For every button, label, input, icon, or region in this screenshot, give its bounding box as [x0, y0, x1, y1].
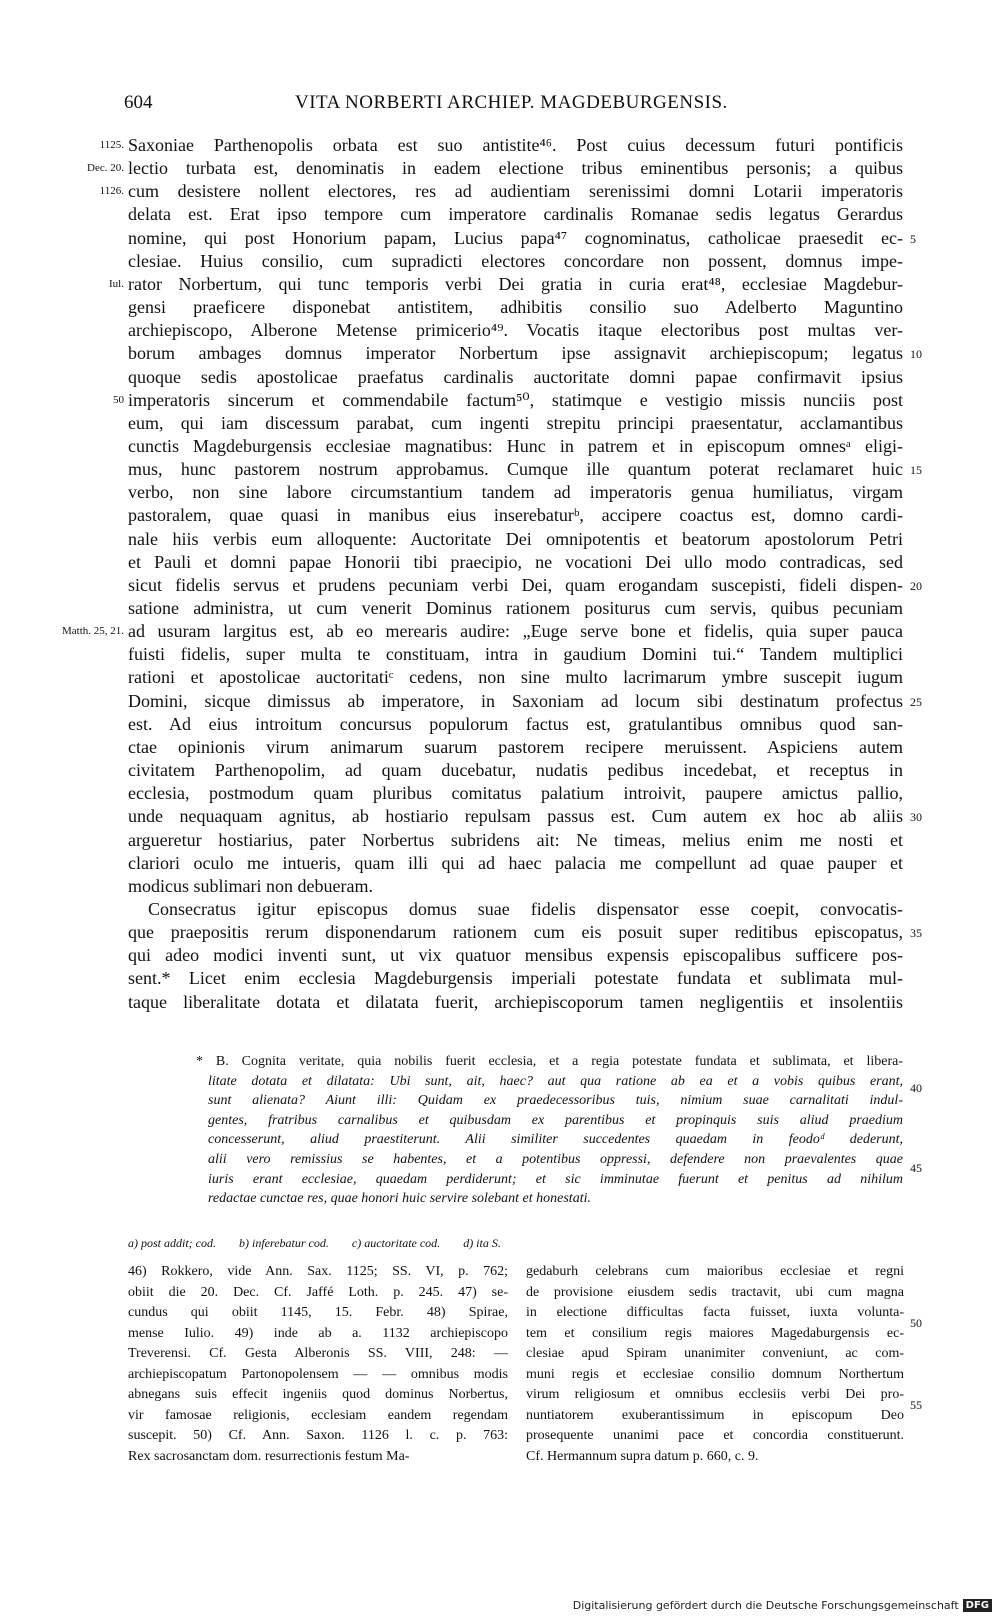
footnote-line: de provisione eiusdem sedis tractavit, ubi cum magna: [526, 1284, 904, 1300]
footnote-line: muni regis et ecclesiae consilio domnum Northertum: [526, 1366, 904, 1382]
funding-text: Digitalisierung gefördert durch die Deutsche Forschungsgemeinschaft: [572, 1599, 959, 1612]
note-line: * B. Cognita veritate, quia nobilis fuerit ecclesia, et a regia potestate fundata et sublimata, et libera-: [196, 1054, 903, 1069]
text-line: pastoralem, quae quasi in manibus eius inserebaturᵇ, accipere coactus est, domno cardi-: [128, 505, 903, 525]
margin-note: 1125.: [99, 139, 124, 151]
footnote-line: nuntiatorem exuberantissimum in episcopum Deo: [526, 1407, 904, 1423]
text-line: clariori oculo me intueris, quam illi qui ad haec palacia me compellunt ad quae pauper et: [128, 853, 903, 873]
variant-b: b) inferebatur cod.: [239, 1236, 329, 1250]
text-line: cum desistere nollent electores, res ad audientiam serenissimi domni Lotarii imperatoris: [128, 181, 903, 201]
text-line: borum ambages domnus imperator Norbertum ipse assignavit archiepiscopum; legatus: [128, 343, 903, 363]
footnotes-left-column: [128, 1262, 508, 1467]
text-line: que praepositis rerum disponendarum rationem cum eis posuit super reditibus episcopatus,: [128, 922, 903, 942]
footnote-line: vir famosae religionis, ecclesiam eandem regendam: [128, 1407, 508, 1423]
footnote-line: gedaburh celebrans cum maioribus ecclesiae et regni: [526, 1264, 904, 1279]
footnote-line: cundus qui obiit 1145, 15. Febr. 48) Spirae,: [128, 1305, 508, 1320]
text-line: verbo, non sine labore circumstantium tandem ad imperatoris genua humiliatus, virgam: [128, 482, 903, 502]
text-line: fuisti fidelis, super multa te constituam, intra in gaudium Domini tui.“ Tandem multiplici: [128, 644, 903, 664]
text-line: quoque sedis apostolicae praefatus cardinalis auctoritate domni papae confirmavit ipsius: [128, 367, 903, 387]
note-line: litate dotata et dilatata: Ubi sunt, ait, haec? aut qua ratione ab ea et a vobis quibus erant,: [208, 1074, 903, 1089]
footnote-line: mense Iulio. 49) inde ab a. 1132 archiepiscopo: [128, 1325, 508, 1341]
line-number: 25: [910, 695, 922, 709]
line-number: 5: [910, 232, 916, 246]
text-line: mus, hunc pastorem nostrum approbamus. Cumque ille quantum poterat reclamaret huic: [128, 459, 903, 479]
line-number: 30: [910, 810, 922, 824]
variant-a: a) post addit; cod.: [128, 1236, 216, 1250]
page-header: [0, 92, 1000, 122]
margin-note: 1126.: [99, 185, 124, 197]
footnote-line: in electione difficultas facta fuisset, iuxta volunta-: [526, 1305, 904, 1320]
variant-c: c) auctoritate cod.: [351, 1236, 441, 1250]
text-line: civitatem Parthenopolim, ad quam ducebatur, nudatis pedibus incedebat, et receptus in: [128, 760, 903, 780]
line-number: 50: [910, 1316, 922, 1330]
margin-note: Matth. 25, 21.: [61, 625, 124, 637]
line-number: 45: [910, 1161, 922, 1175]
footnote-line: obiit die 20. Dec. Cf. Jaffé Loth. p. 245. 47) se-: [128, 1284, 508, 1300]
footnote-line: Cf. Hermannum supra datum p. 660, c. 9.: [526, 1448, 759, 1464]
text-line: delata est. Erat ipso tempore cum imperatore cardinalis Romanae sedis legatus Gerardus: [128, 204, 903, 224]
footnote-line: Treverensi. Cf. Gesta Alberonis SS. VIII, 248: —: [128, 1346, 508, 1361]
running-title: VITA NORBERTI ARCHIEP. MAGDEBURGENSIS.: [295, 92, 728, 113]
text-line: rator Norbertum, qui tunc temporis verbi Dei gratia in curia erat⁴⁸, ecclesiae Magdebur-: [128, 274, 903, 294]
line-number: 15: [910, 463, 922, 477]
text-line: Saxoniae Parthenopolis orbata est suo antistite⁴⁶. Post cuius decessum futuri pontificis: [128, 135, 903, 155]
text-line: unde nequaquam agnitus, ab hostiario repulsam passus est. Cum autem ex hoc ab aliis: [128, 806, 903, 826]
text-line: taque liberalitate dotata et dilatata fuerit, archiepiscoporum tamen negligentiis et insolentiis: [128, 992, 903, 1012]
margin-note: Iul.: [109, 278, 124, 290]
line-number: 20: [910, 579, 922, 593]
text-line: rationi et apostolicae auctoritatiᶜ cedens, non sine multo lacrimarum ymbre suscepit iugum: [128, 667, 903, 687]
text-line: modicus sublimari non debueram.: [128, 876, 373, 896]
text-line: archiepiscopo, Alberone Metense primicerio⁴⁹. Vocatis itaque electoribus post multas ver-: [128, 320, 903, 340]
text-line: lectio turbata est, denominatis in eadem electione tribus eminentibus personis; a quibus: [128, 158, 903, 178]
text-line: est. Ad eius introitum concursus populorum factus est, gratulantibus omnibus quod san-: [128, 714, 903, 734]
text-line: ad usuram largitus est, ab eo merearis audire: „Euge serve bone et fidelis, quia super pauca: [128, 621, 903, 641]
note-line: redactae cunctae res, quae honori huic servire solebant et honestati.: [208, 1191, 591, 1206]
text-line: satione administra, ut cum venerit Dominus rationem positurus cum servis, quibus pecuniam: [128, 598, 903, 618]
page-number: 604: [124, 92, 153, 113]
footnote-line: 46) Rokkero, vide Ann. Sax. 1125; SS. VI, p. 762;: [128, 1264, 508, 1279]
text-line: Consecratus igitur episcopus domus suae fidelis dispensator esse coepit, convocatis-: [148, 899, 903, 919]
note-line: sunt alienata? Aiunt illi: Quidam ex praedecessoribus tuis, nimium suae carnalitati indul-: [208, 1093, 903, 1108]
dfg-logo-icon: DFG: [963, 1599, 992, 1612]
footnotes-right-column: [526, 1262, 904, 1467]
note-line: gentes, fratribus carnalibus et quibusdam ex parentibus et propinquis suis aliud praedium: [208, 1113, 903, 1128]
text-line: ctae opinionis virum animarum suarum pastorem recipere meruissent. Aspiciens autem: [128, 737, 903, 757]
footnote-line: suscepit. 50) Cf. Ann. Saxon. 1126 l. c. p. 763:: [128, 1428, 508, 1443]
footnote-line: Rex sacrosanctam dom. resurrectionis festum Ma-: [128, 1448, 410, 1464]
text-line: gensi praeficere disponebat antistitem, adhibitis consilio suo Adelberto Maguntino: [128, 297, 903, 317]
text-line: ecclesia, postmodum quam pluribus comitatus palatium introivit, paupere amictus pallio,: [128, 783, 903, 803]
text-line: et Pauli et domni papae Honorii tibi praecipio, ne vocationi Dei ullo modo contradicas, sed: [128, 552, 903, 572]
text-line: qui adeo modici inventi sunt, ut vix quatuor mensibus expensis episcopalibus sufficere pos-: [128, 945, 903, 965]
note-line: iuris erant ecclesiae, quaedam perdiderunt; et sic imminutae fuerunt et penitus ad nihilum: [208, 1172, 903, 1187]
footnote-line: abnegans suis effecit ingeniis quod dominus Norbertus,: [128, 1387, 508, 1402]
variant-d: d) ita S.: [463, 1236, 501, 1250]
note-line: concesserunt, aliud praestiterunt. Alii similiter succedentes quaedam in feodoᵈ dederunt,: [208, 1132, 903, 1147]
margin-note: 50: [113, 394, 124, 406]
text-line: Domini, sicque dimissus ab imperatore, in Saxoniam ad locum sibi destinatum profectus: [128, 691, 903, 711]
note-line: alii vero remissius se habentes, et a potentibus oppressi, defendere non praevalentes quae: [208, 1152, 903, 1167]
text-line: clesiae. Huius consilio, cum supradicti electores concordare non possent, domnus impe-: [128, 251, 903, 271]
text-line: imperatoris sincerum et commendabile factum⁵⁰, statimque e vestigio missis nunciis post: [128, 390, 903, 410]
line-number: 35: [910, 926, 922, 940]
text-line: nale hiis verbis eum alloquente: Auctoritate Dei omnipotentis et beatorum apostolorum Petri: [128, 529, 903, 549]
text-line: sicut fidelis servus et prudens pecuniam verbi Dei, quam erogandam suscepisti, fideli dispen-: [128, 575, 903, 595]
line-number: 10: [910, 347, 922, 361]
text-line: cunctis Magdeburgensis ecclesiae magnatibus: Hunc in patrem et in episcopum omnesᵃ eligi-: [128, 436, 903, 456]
text-line: nomine, qui post Honorium papam, Lucius papa⁴⁷ cognominatus, catholicae praesedit ec-: [128, 228, 903, 248]
text-line: sent.* Licet enim ecclesia Magdeburgensis imperiali potestate fundata et sublimata mul-: [128, 968, 903, 988]
line-number: 55: [910, 1398, 922, 1412]
funding-notice: [573, 1599, 992, 1612]
variant-readings: [128, 1236, 521, 1251]
footnote-line: archiepiscopatum Partonopolensem — — omnibus modis: [128, 1366, 508, 1382]
footnote-line: virum religiosum et omnibus ecclesiis verbi Dei pro-: [526, 1387, 904, 1402]
text-line: argueretur hostiarius, pater Norbertus subridens ait: Ne timeas, melius enim me nosti et: [128, 830, 903, 850]
footnote-line: clesiae apud Spiram unanimiter conveniunt, ac com-: [526, 1346, 904, 1361]
footnote-line: tem et consilium regis maiores Magedaburgensis ec-: [526, 1325, 904, 1341]
line-number: 40: [910, 1081, 922, 1095]
footnote-line: prosequente unanimi pace et concordia constituerunt.: [526, 1428, 904, 1443]
text-line: eum, qui iam discessum parabat, cum ingenti strepitu principi praesentatur, acclamantibus: [128, 413, 903, 433]
margin-note: Dec. 20.: [87, 162, 124, 174]
